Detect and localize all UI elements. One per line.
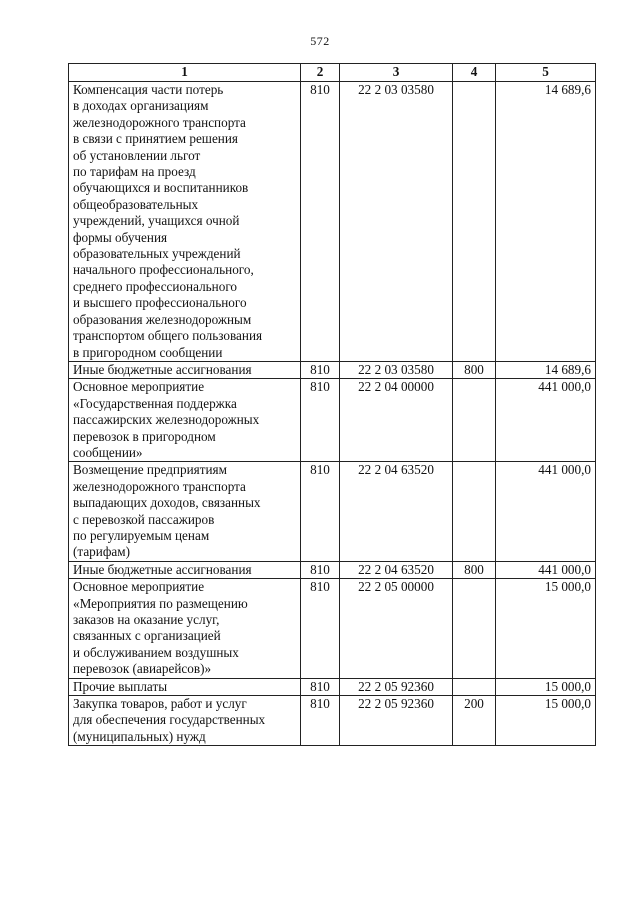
row-ministry-code: 810 [301, 379, 340, 462]
row-expense-type [453, 579, 496, 678]
table-row [69, 462, 596, 561]
row-amount: 441 000,0 [496, 561, 596, 578]
row-target-article: 22 2 05 92360 [340, 678, 453, 695]
row-name: Возмещение предприятиям железнодорожного транспорта выпадающих доходов, связанных с перевозкой пассажиров по регулируемым ценам (тарифам) [69, 462, 301, 561]
row-ministry-code: 810 [301, 678, 340, 695]
budget-table [68, 63, 596, 746]
row-target-article: 22 2 05 00000 [340, 579, 453, 678]
row-expense-type: 200 [453, 696, 496, 746]
row-target-article: 22 2 03 03580 [340, 82, 453, 362]
row-target-article: 22 2 03 03580 [340, 361, 453, 378]
row-amount: 15 000,0 [496, 696, 596, 746]
row-ministry-code: 810 [301, 361, 340, 378]
row-expense-type: 800 [453, 361, 496, 378]
column-header-1: 1 [69, 64, 301, 82]
row-ministry-code: 810 [301, 82, 340, 362]
page-number: 572 [310, 34, 330, 48]
row-target-article: 22 2 04 63520 [340, 462, 453, 561]
table-row [69, 379, 596, 462]
table-row [69, 678, 596, 695]
row-name: Иные бюджетные ассигнования [69, 361, 301, 378]
row-ministry-code: 810 [301, 696, 340, 746]
row-name: Основное мероприятие «Государственная поддержка пассажирских железнодорожных перевозок в пригородном сообщении» [69, 379, 301, 462]
row-expense-type [453, 379, 496, 462]
row-ministry-code: 810 [301, 579, 340, 678]
row-amount: 15 000,0 [496, 579, 596, 678]
row-expense-type [453, 82, 496, 362]
row-expense-type [453, 462, 496, 561]
column-header-2: 2 [301, 64, 340, 82]
row-target-article: 22 2 04 63520 [340, 561, 453, 578]
row-ministry-code: 810 [301, 561, 340, 578]
table-row [69, 82, 596, 362]
column-header-5: 5 [496, 64, 596, 82]
row-name: Компенсация части потерь в доходах организациям железнодорожного транспорта в связи с принятием решения об установлении льгот по тарифам на проезд обучающихся и воспитанников общеобразовательных учреждений, учащихся очной формы обучения образовательных учреждений начального профессионального, среднего профессионального и высшего профессионального образования железнодорожным транспортом общего пользования в пригородном сообщении [69, 82, 301, 362]
row-target-article: 22 2 05 92360 [340, 696, 453, 746]
row-amount: 14 689,6 [496, 361, 596, 378]
row-target-article: 22 2 04 00000 [340, 379, 453, 462]
table-row [69, 579, 596, 678]
column-header-4: 4 [453, 64, 496, 82]
table-row [69, 696, 596, 746]
row-name: Иные бюджетные ассигнования [69, 561, 301, 578]
column-header-3: 3 [340, 64, 453, 82]
table-row [69, 561, 596, 578]
row-amount: 441 000,0 [496, 462, 596, 561]
row-ministry-code: 810 [301, 462, 340, 561]
row-amount: 441 000,0 [496, 379, 596, 462]
row-expense-type [453, 678, 496, 695]
row-name: Основное мероприятие «Мероприятия по размещению заказов на оказание услуг, связанных с организацией и обслуживанием воздушных перевозок (авиарейсов)» [69, 579, 301, 678]
table-row [69, 361, 596, 378]
row-amount: 14 689,6 [496, 82, 596, 362]
row-expense-type: 800 [453, 561, 496, 578]
table-header-row [69, 64, 596, 82]
row-name: Прочие выплаты [69, 678, 301, 695]
row-amount: 15 000,0 [496, 678, 596, 695]
row-name: Закупка товаров, работ и услуг для обеспечения государственных (муниципальных) нужд [69, 696, 301, 746]
